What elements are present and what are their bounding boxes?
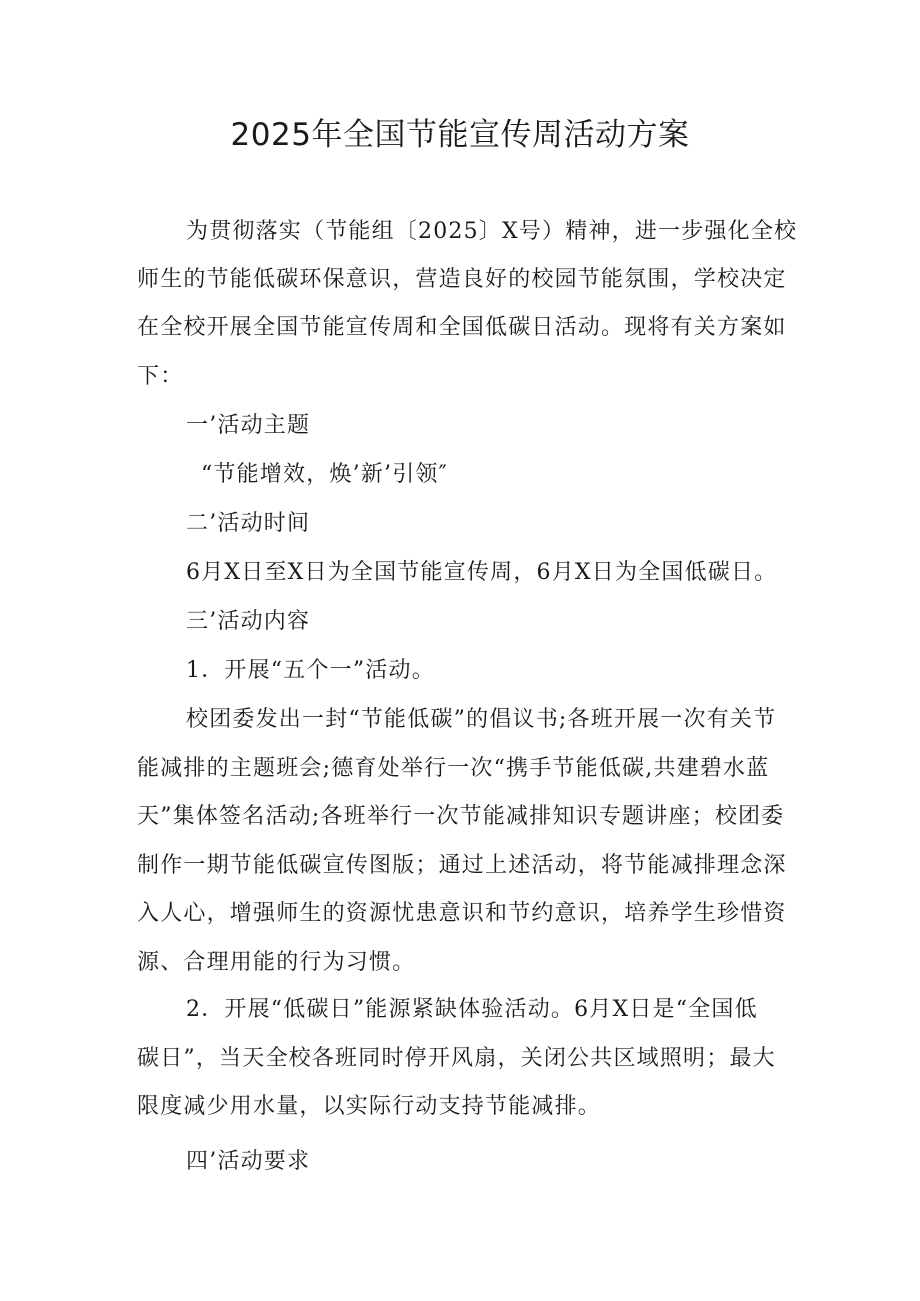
section-3-item-2-line-3: 限度减少用水量，以实际行动支持节能减排。 (137, 1094, 602, 1119)
section-1-theme: “节能增效，焕’新’引领″ (201, 462, 449, 487)
section-3-item-1-line-4: 制作一期节能低碳宣传图版；通过上述活动，将节能减排理念深 (137, 853, 787, 878)
section-3-item-2-line-2: 碳日”，当天全校各班同时停开风扇，关闭公共区域照明；最大 (137, 1046, 776, 1071)
section-1-heading: 一’活动主题 (186, 413, 311, 438)
intro-line-2: 师生的节能低碳环保意识，营造良好的校园节能氛围，学校决定 (137, 267, 787, 292)
section-3-item-1-line-6: 源、合理用能的行为习惯。 (137, 950, 416, 975)
intro-line-1: 为贯彻落实（节能组〔2025〕X号）精神，进一步强化全校 (186, 219, 798, 244)
section-3-heading: 三’活动内容 (186, 609, 311, 634)
intro-line-4: 下： (137, 364, 184, 389)
section-2-heading: 二’活动时间 (186, 511, 311, 536)
section-3-item-1-line-3: 天”集体签名活动;各班举行一次节能减排知识专题讲座；校团委 (137, 804, 785, 829)
section-4-heading: 四’活动要求 (186, 1149, 311, 1174)
section-3-item-1-line-2: 能减排的主题班会;德育处举行一次“携手节能低碳,共建碧水蓝 (137, 756, 770, 781)
section-3-item-1-line-5: 入人心，增强师生的资源忧患意识和节约意识，培养学生珍惜资 (137, 901, 787, 926)
section-3-item-2-line-1: 2．开展“低碳日”能源紧缺体验活动。6月X日是“全国低 (186, 997, 758, 1022)
section-2-body: 6月X日至X日为全国节能宣传周，6月X日为全国低碳日。 (186, 560, 778, 585)
document-title: 2025年全国节能宣传周活动方案 (230, 117, 690, 153)
intro-line-3: 在全校开展全国节能宣传周和全国低碳日活动。现将有关方案如 (137, 315, 787, 340)
section-3-item-1-title: 1．开展“五个一”活动。 (186, 658, 435, 683)
section-3-item-1-line-1: 校团委发出一封“节能低碳”的倡议书;各班开展一次有关节 (186, 707, 777, 732)
